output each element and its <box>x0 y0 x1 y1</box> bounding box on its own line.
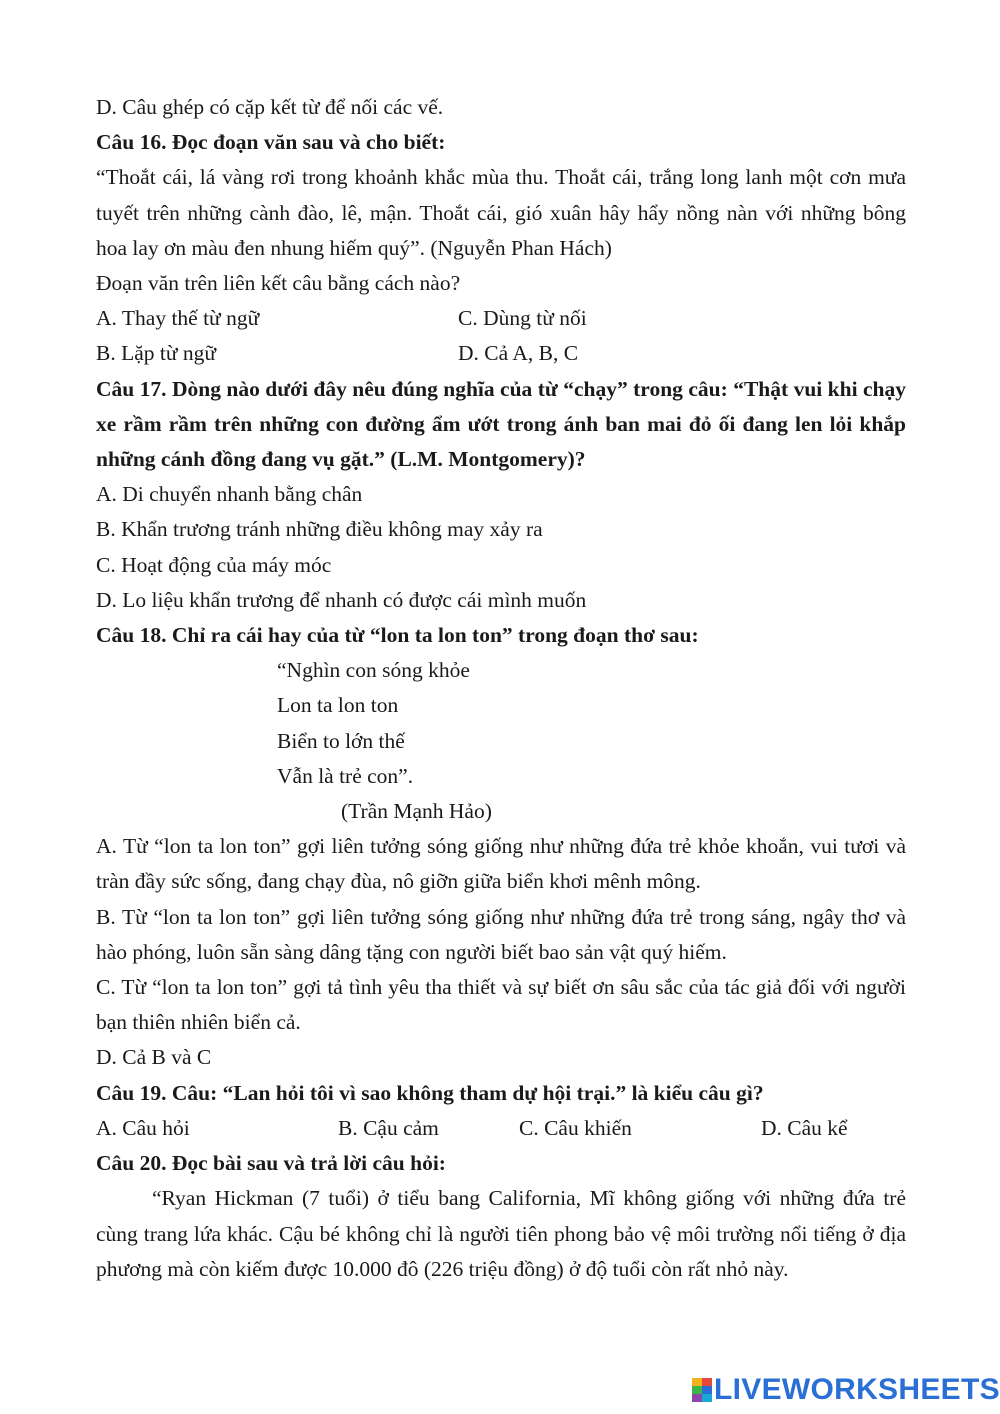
q18-poem-author: (Trần Mạnh Hảo) <box>341 799 492 824</box>
q18-option-d: D. Cả B và C <box>96 1045 212 1070</box>
q17-option-d: D. Lo liệu khẩn trương để nhanh có được cái mình muốn <box>96 587 587 612</box>
q16-option-c: C. Dùng từ nối <box>458 306 587 331</box>
q16-options-row-1 <box>96 301 906 336</box>
worksheet-page <box>96 90 906 1287</box>
q17-option-a: A. Di chuyển nhanh bằng chân <box>96 482 363 507</box>
q19-option-b: B. Cậu cảm <box>338 1115 439 1140</box>
q16-title: Câu 16. Đọc đoạn văn sau và cho biết: <box>96 130 446 155</box>
q20-title: Câu 20. Đọc bài sau và trả lời câu hỏi: <box>96 1151 446 1176</box>
q20-passage: “Ryan Hickman (7 tuổi) ở tiểu bang California, Mĩ không giống với những đứa trẻ cùng trang lứa khác. Cậu bé không chỉ là người tiên phong bảo vệ môi trường nổi tiếng ở địa phương mà còn kiếm được 10.000 đô (226 triệu đồng) ở độ tuổi còn rất nhỏ này. <box>96 1186 906 1281</box>
q16-options-row-2 <box>96 336 906 371</box>
q16-option-b: B. Lặp từ ngữ <box>96 341 217 366</box>
liveworksheets-logo-text: LIVEWORKSHEETS <box>714 1373 1000 1406</box>
q18-poem-line-3: Biển to lớn thế <box>277 728 405 753</box>
q18-poem-line-1: “Nghìn con sóng khỏe <box>277 658 470 683</box>
q18-poem-line-4: Vẫn là trẻ con”. <box>277 763 414 788</box>
q15-option-d: D. Câu ghép có cặp kết từ để nối các vế. <box>96 95 444 119</box>
q19-option-c: C. Câu khiến <box>519 1115 632 1140</box>
q17-title: Câu 17. Dòng nào dưới đây nêu đúng nghĩa của từ “chạy” trong câu: “Thật vui khi chạy xe rầm rầm trên những con đường ẩm ướt trong ánh ban mai đỏ ối đang len lỏi khắp những cánh đồng đang vụ gặt.” (L.M. Montgomery)? <box>96 376 906 472</box>
liveworksheets-logo <box>692 1374 1000 1406</box>
q18-option-c: C. Từ “lon ta lon ton” gợi tả tình yêu tha thiết và sự biết ơn sâu sắc của tác giả đối với người bạn thiên nhiên biển cả. <box>96 975 906 1035</box>
liveworksheets-logo-icon <box>692 1378 712 1402</box>
q18-title: Câu 18. Chỉ ra cái hay của từ “lon ta lon ton” trong đoạn thơ sau: <box>96 623 699 648</box>
q19-title: Câu 19. Câu: “Lan hỏi tôi vì sao không tham dự hội trại.” là kiểu câu gì? <box>96 1080 764 1105</box>
q19-option-d: D. Câu kể <box>761 1115 848 1140</box>
q16-option-a: A. Thay thế từ ngữ <box>96 306 260 331</box>
q19-option-a: A. Câu hỏi <box>96 1115 190 1140</box>
q18-poem-line-2: Lon ta lon ton <box>277 693 399 718</box>
q18-option-a: A. Từ “lon ta lon ton” gợi liên tưởng sóng giống như những đứa trẻ khỏe khoắn, vui tươi và tràn đầy sức sống, đang chạy đùa, nô giỡn giữa biển khơi mênh mông. <box>96 834 906 894</box>
q16-question: Đoạn văn trên liên kết câu bằng cách nào? <box>96 271 461 296</box>
q18-option-b: B. Từ “lon ta lon ton” gợi liên tưởng sóng giống như những đứa trẻ trong sáng, ngây thơ và hào phóng, luôn sẵn sàng dâng tặng con người biết bao sản vật quý hiếm. <box>96 904 906 964</box>
q16-option-d: D. Cả A, B, C <box>458 341 579 366</box>
q17-option-c: C. Hoạt động của máy móc <box>96 552 332 577</box>
q17-option-b: B. Khẩn trương tránh những điều không may xảy ra <box>96 517 543 542</box>
q19-options-row <box>96 1111 906 1146</box>
q16-passage: “Thoắt cái, lá vàng rơi trong khoảnh khắc mùa thu. Thoắt cái, trắng long lanh một cơn mưa tuyết trên những cành đào, lê, mận. Thoắt cái, gió xuân hây hẩy nồng nàn với những bông hoa lay ơn màu đen nhung hiếm quý”. (Nguyễn Phan Hách) <box>96 165 906 260</box>
